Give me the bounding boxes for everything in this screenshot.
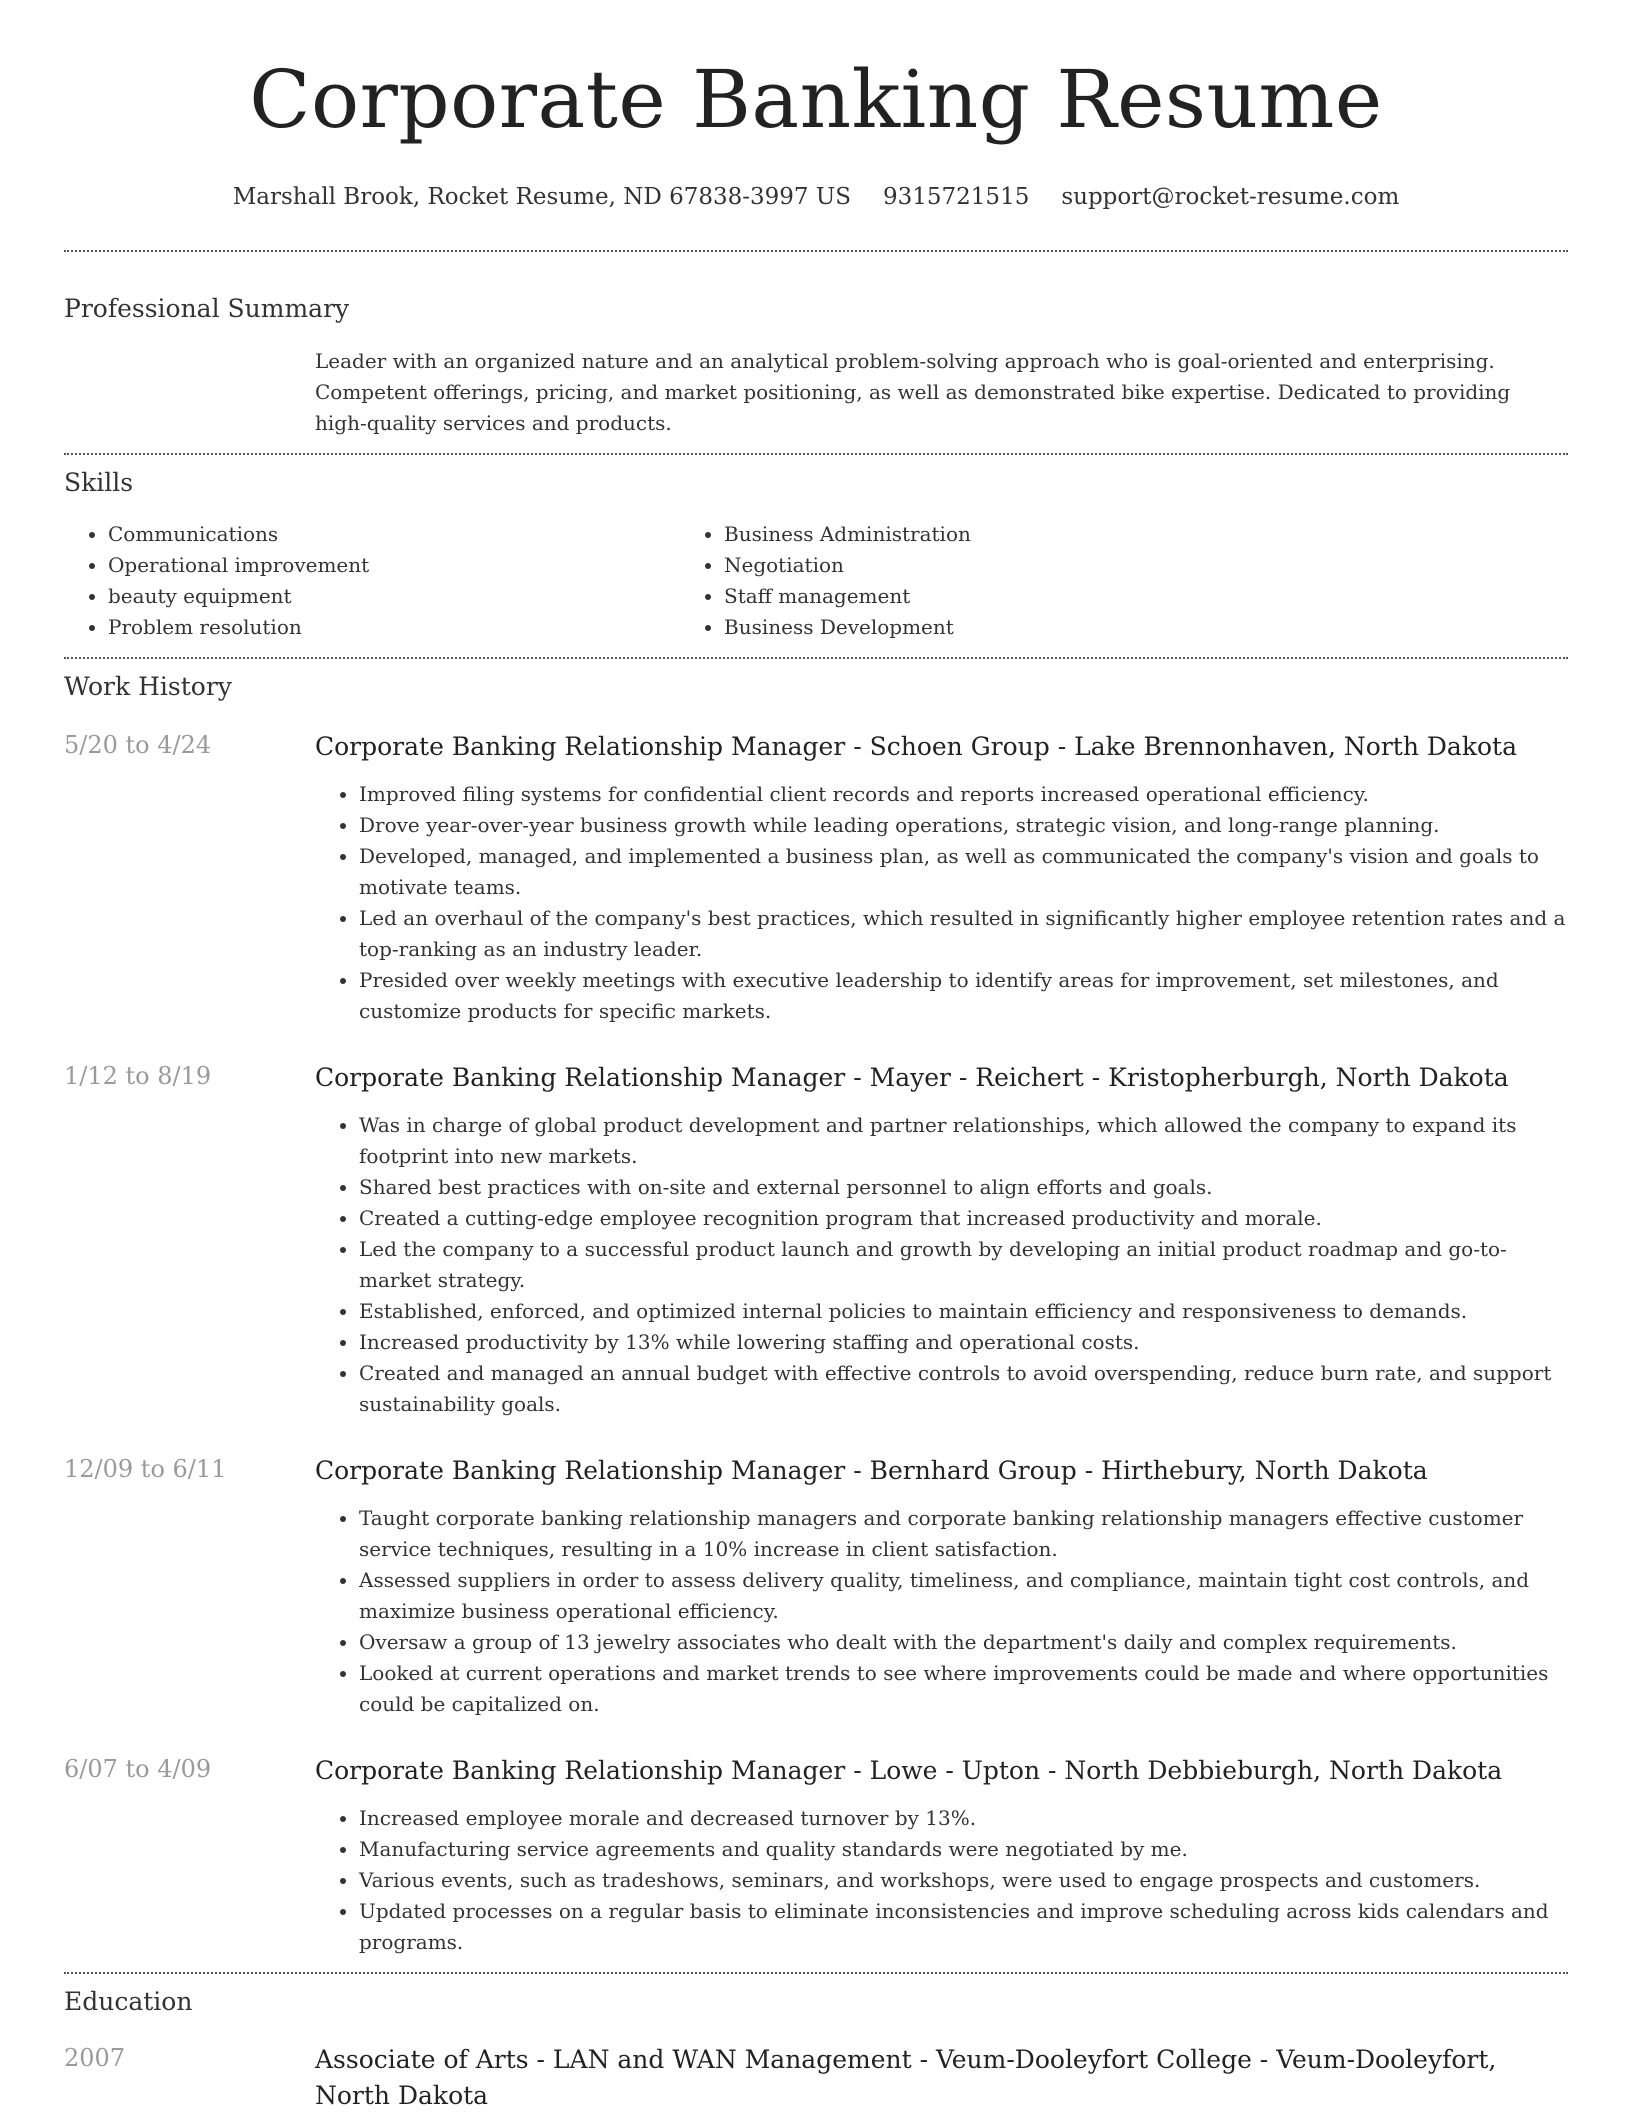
job-bullet: • Shared best practices with on-site and external personnel to align efforts and goals. bbox=[359, 1172, 1568, 1203]
education-entry bbox=[64, 2042, 1568, 2114]
section-heading-work-history: Work History bbox=[64, 672, 232, 701]
contact-line bbox=[64, 182, 1568, 212]
job-bullet: • Developed, managed, and implemented a business plan, as well as communicated the company's vision and goals to motivate teams. bbox=[359, 841, 1568, 903]
section-heading-education: Education bbox=[64, 1987, 193, 2016]
work-history-section bbox=[64, 659, 1568, 1972]
job-bullet: • Led the company to a successful product launch and growth by developing an initial product roadmap and go-to-market strategy. bbox=[359, 1234, 1568, 1296]
education-title: Associate of Arts - LAN and WAN Management - Veum-Dooleyfort College - Veum-Dooleyfort, North Dakota bbox=[315, 2045, 1497, 2110]
job-dates: 12/09 to 6/11 bbox=[64, 1455, 227, 1483]
section-heading-summary: Professional Summary bbox=[64, 294, 350, 323]
job-bullet: • Looked at current operations and market trends to see where improvements could be made and where opportunities could be capitalized on. bbox=[359, 1658, 1568, 1720]
job-bullet: • Taught corporate banking relationship managers and corporate banking relationship managers effective customer service techniques, resulting in a 10% increase in client satisfaction. bbox=[359, 1503, 1568, 1565]
job-title: Corporate Banking Relationship Manager - Bernhard Group - Hirthebury, North Dakota bbox=[315, 1456, 1428, 1485]
job-entry bbox=[64, 729, 1568, 1027]
job-bullets bbox=[315, 779, 1568, 1027]
job-entry bbox=[64, 1060, 1568, 1420]
skills-list bbox=[64, 519, 1568, 643]
job-bullet: • Oversaw a group of 13 jewelry associates who dealt with the department's daily and complex requirements. bbox=[359, 1627, 1568, 1658]
skills-section bbox=[64, 455, 1568, 657]
skill-item: • Business Development bbox=[724, 612, 1296, 643]
job-bullet: • Increased productivity by 13% while lowering staffing and operational costs. bbox=[359, 1327, 1568, 1358]
job-bullet: • Created and managed an annual budget with effective controls to avoid overspending, reduce burn rate, and support sustainability goals. bbox=[359, 1358, 1568, 1420]
skill-item: • Staff management bbox=[724, 581, 1296, 612]
skills-column-right bbox=[680, 519, 1296, 643]
job-title: Corporate Banking Relationship Manager - Lowe - Upton - North Debbieburgh, North Dakota bbox=[315, 1756, 1503, 1785]
summary-section bbox=[64, 252, 1568, 453]
job-bullet: • Various events, such as tradeshows, seminars, and workshops, were used to engage prospects and customers. bbox=[359, 1865, 1568, 1896]
job-bullets bbox=[315, 1803, 1568, 1958]
job-bullet: • Assessed suppliers in order to assess delivery quality, timeliness, and compliance, maintain tight cost controls, and maximize business operational efficiency. bbox=[359, 1565, 1568, 1627]
contact-phone[interactable]: 9315721515 bbox=[883, 184, 1030, 210]
job-bullet: • Manufacturing service agreements and quality standards were negotiated by me. bbox=[359, 1834, 1568, 1865]
job-entry bbox=[64, 1453, 1568, 1720]
contact-address: Marshall Brook, Rocket Resume, ND 67838-3997 US bbox=[232, 184, 851, 210]
job-bullet: • Created a cutting-edge employee recognition program that increased productivity and morale. bbox=[359, 1203, 1568, 1234]
contact-email[interactable]: support@rocket-resume.com bbox=[1061, 184, 1400, 210]
job-bullets bbox=[315, 1110, 1568, 1420]
resume-title: Corporate Banking Resume bbox=[249, 53, 1383, 146]
job-bullet: • Increased employee morale and decreased turnover by 13%. bbox=[359, 1803, 1568, 1834]
skill-item: • Business Administration bbox=[724, 519, 1296, 550]
section-heading-skills: Skills bbox=[64, 468, 134, 497]
job-bullet: • Was in charge of global product development and partner relationships, which allowed the company to expand its footprint into new markets. bbox=[359, 1110, 1568, 1172]
job-bullet: • Drove year-over-year business growth while leading operations, strategic vision, and long-range planning. bbox=[359, 810, 1568, 841]
summary-body bbox=[315, 346, 1568, 439]
job-entry bbox=[64, 1753, 1568, 1958]
job-title: Corporate Banking Relationship Manager - Schoen Group - Lake Brennonhaven, North Dakota bbox=[315, 732, 1517, 761]
job-bullet: • Improved filing systems for confidential client records and reports increased operational efficiency. bbox=[359, 779, 1568, 810]
job-dates: 5/20 to 4/24 bbox=[64, 731, 212, 759]
skills-column-left bbox=[64, 519, 680, 643]
education-section bbox=[64, 1974, 1568, 2114]
skill-item: • Operational improvement bbox=[108, 550, 680, 581]
job-dates: 1/12 to 8/19 bbox=[64, 1062, 212, 1090]
job-bullet: • Presided over weekly meetings with executive leadership to identify areas for improvement, set milestones, and customize products for specific markets. bbox=[359, 965, 1568, 1027]
skill-item: • Problem resolution bbox=[108, 612, 680, 643]
job-dates: 6/07 to 4/09 bbox=[64, 1755, 212, 1783]
summary-text: Leader with an organized nature and an analytical problem-solving approach who is goal-oriented and enterprising. Competent offerings, pricing, and market positioning, as well as demonstrated bike expertise. Dedicated to providing high-quality services and products. bbox=[315, 349, 1511, 435]
job-bullet: • Led an overhaul of the company's best practices, which resulted in significantly higher employee retention rates and a top-ranking as an industry leader. bbox=[359, 903, 1568, 965]
skill-item: • beauty equipment bbox=[108, 581, 680, 612]
job-bullet: • Established, enforced, and optimized internal policies to maintain efficiency and responsiveness to demands. bbox=[359, 1296, 1568, 1327]
skill-item: • Negotiation bbox=[724, 550, 1296, 581]
skill-item: • Communications bbox=[108, 519, 680, 550]
job-bullet: • Updated processes on a regular basis to eliminate inconsistencies and improve scheduling across kids calendars and programs. bbox=[359, 1896, 1568, 1958]
job-title: Corporate Banking Relationship Manager - Mayer - Reichert - Kristopherburgh, North Dakota bbox=[315, 1063, 1509, 1092]
job-bullets bbox=[315, 1503, 1568, 1720]
education-year: 2007 bbox=[64, 2044, 126, 2072]
